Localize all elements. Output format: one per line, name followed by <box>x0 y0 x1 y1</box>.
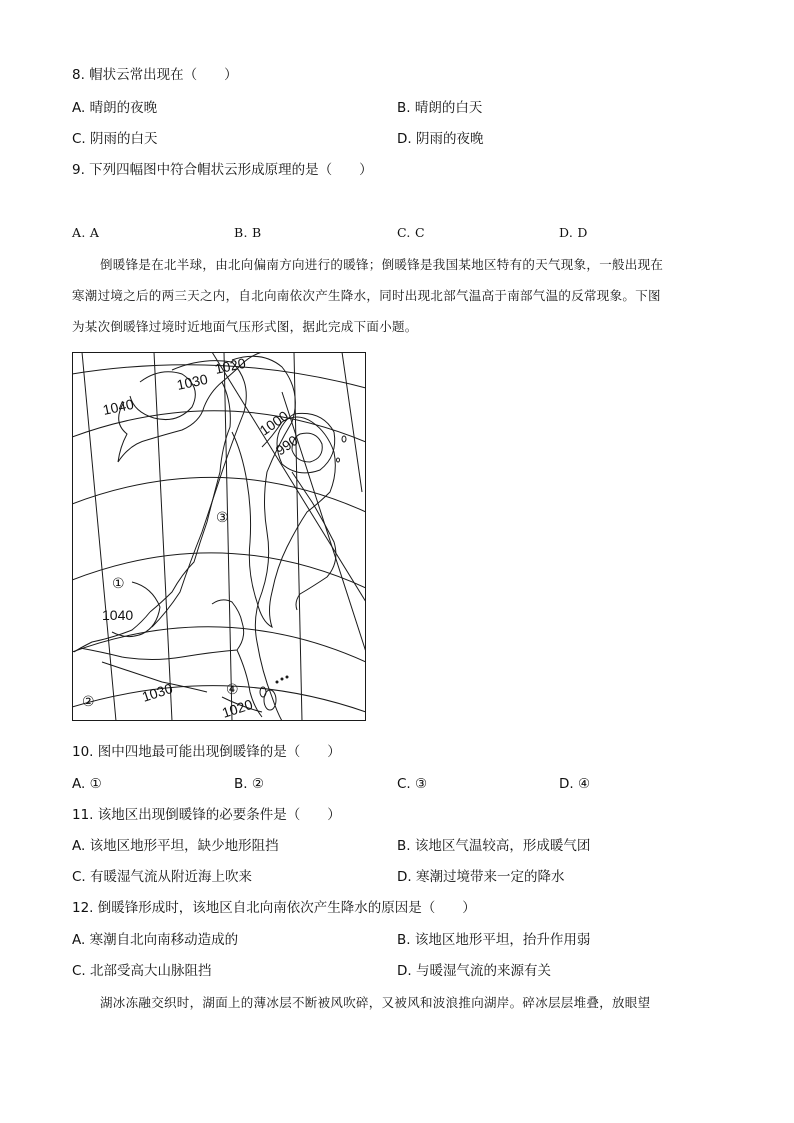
label-1030-north: 1030 <box>175 370 210 393</box>
q12-option-b: B. 该地区地形平坦，抬升作用弱 <box>397 932 591 948</box>
q10-stem: 10. 图中四地最可能出现倒暖锋的是（ ） <box>72 744 341 760</box>
q12-option-a: A. 寒潮自北向南移动造成的 <box>72 932 239 948</box>
meridian-line <box>342 352 362 492</box>
label-1020-north: 1020 <box>213 354 248 377</box>
q8-option-c: C. 阴雨的白天 <box>72 131 158 147</box>
label-1040-north: 1040 <box>101 395 136 418</box>
marker-2: ② <box>82 693 95 709</box>
q10-option-c: C. ③ <box>397 776 428 792</box>
label-990: 990 <box>272 431 301 459</box>
latitude-line <box>72 627 366 662</box>
label-1030-south: 1030 <box>139 680 175 705</box>
passage2-line1: 湖冰冻融交织时，湖面上的薄冰层不断被风吹碎，又被风和波浪推向湖岸。碎冰层层堆叠，放眼望 <box>100 995 651 1010</box>
passage1-line2: 寒潮过境之后的两三天之内，自北向南依次产生降水，同时出现北部气温高于南部气温的反常现象。下图 <box>72 288 661 303</box>
q12-option-c: C. 北部受高大山脉阻挡 <box>72 963 212 979</box>
isobar-1020 <box>232 356 295 721</box>
q8-stem: 8. 帽状云常出现在（ ） <box>72 67 238 83</box>
q11-stem: 11. 该地区出现倒暖锋的必要条件是（ ） <box>72 807 341 823</box>
q11-option-b: B. 该地区气温较高，形成暖气团 <box>397 838 591 854</box>
label-1040-west: 1040 <box>102 607 134 623</box>
label-1000: 1000 <box>256 407 292 439</box>
meridian-line <box>224 352 232 721</box>
q10-option-a: A. ① <box>72 776 102 792</box>
passage1-line3: 为某次倒暖锋过境时近地面气压形式图，据此完成下面小题。 <box>72 319 418 334</box>
q12-stem: 12. 倒暖锋形成时，该地区自北向南依次产生降水的原因是（ ） <box>72 900 476 916</box>
q11-option-a: A. 该地区地形平坦，缺少地形阻挡 <box>72 838 279 854</box>
q9-option-b: B. B <box>234 225 262 240</box>
q11-option-d: D. 寒潮过境带来一定的降水 <box>397 869 565 885</box>
q10-option-d: D. ④ <box>559 776 591 792</box>
passage1-line1: 倒暖锋是在北半球，由北向偏南方向进行的暖锋；倒暖锋是我国某地区特有的天气现象，一般出现在 <box>100 257 664 272</box>
label-1020-south: 1020 <box>219 696 255 721</box>
q8-option-d: D. 阴雨的夜晚 <box>397 131 484 147</box>
pressure-map <box>72 352 366 721</box>
coastline <box>150 382 230 612</box>
q8-option-b: B. 晴朗的白天 <box>397 100 483 116</box>
meridian-line <box>212 352 366 602</box>
q9-option-c: C. C <box>397 225 425 240</box>
q11-option-c: C. 有暖湿气流从附近海上吹来 <box>72 869 253 885</box>
q9-option-a: A. A <box>72 225 100 240</box>
q10-option-b: B. ② <box>234 776 264 792</box>
latitude-line <box>72 686 366 712</box>
q9-stem: 9. 下列四幅图中符合帽状云形成原理的是（ ） <box>72 162 373 178</box>
q12-option-d: D. 与暖湿气流的来源有关 <box>397 963 551 979</box>
meridian-line <box>154 352 172 721</box>
marker-3: ③ <box>216 509 229 525</box>
isobar-1030 <box>152 361 246 627</box>
q8-option-a: A. 晴朗的夜晚 <box>72 100 158 116</box>
marker-1: ① <box>112 575 125 591</box>
q9-option-d: D. D <box>559 225 588 240</box>
marker-4: ④ <box>226 681 239 697</box>
